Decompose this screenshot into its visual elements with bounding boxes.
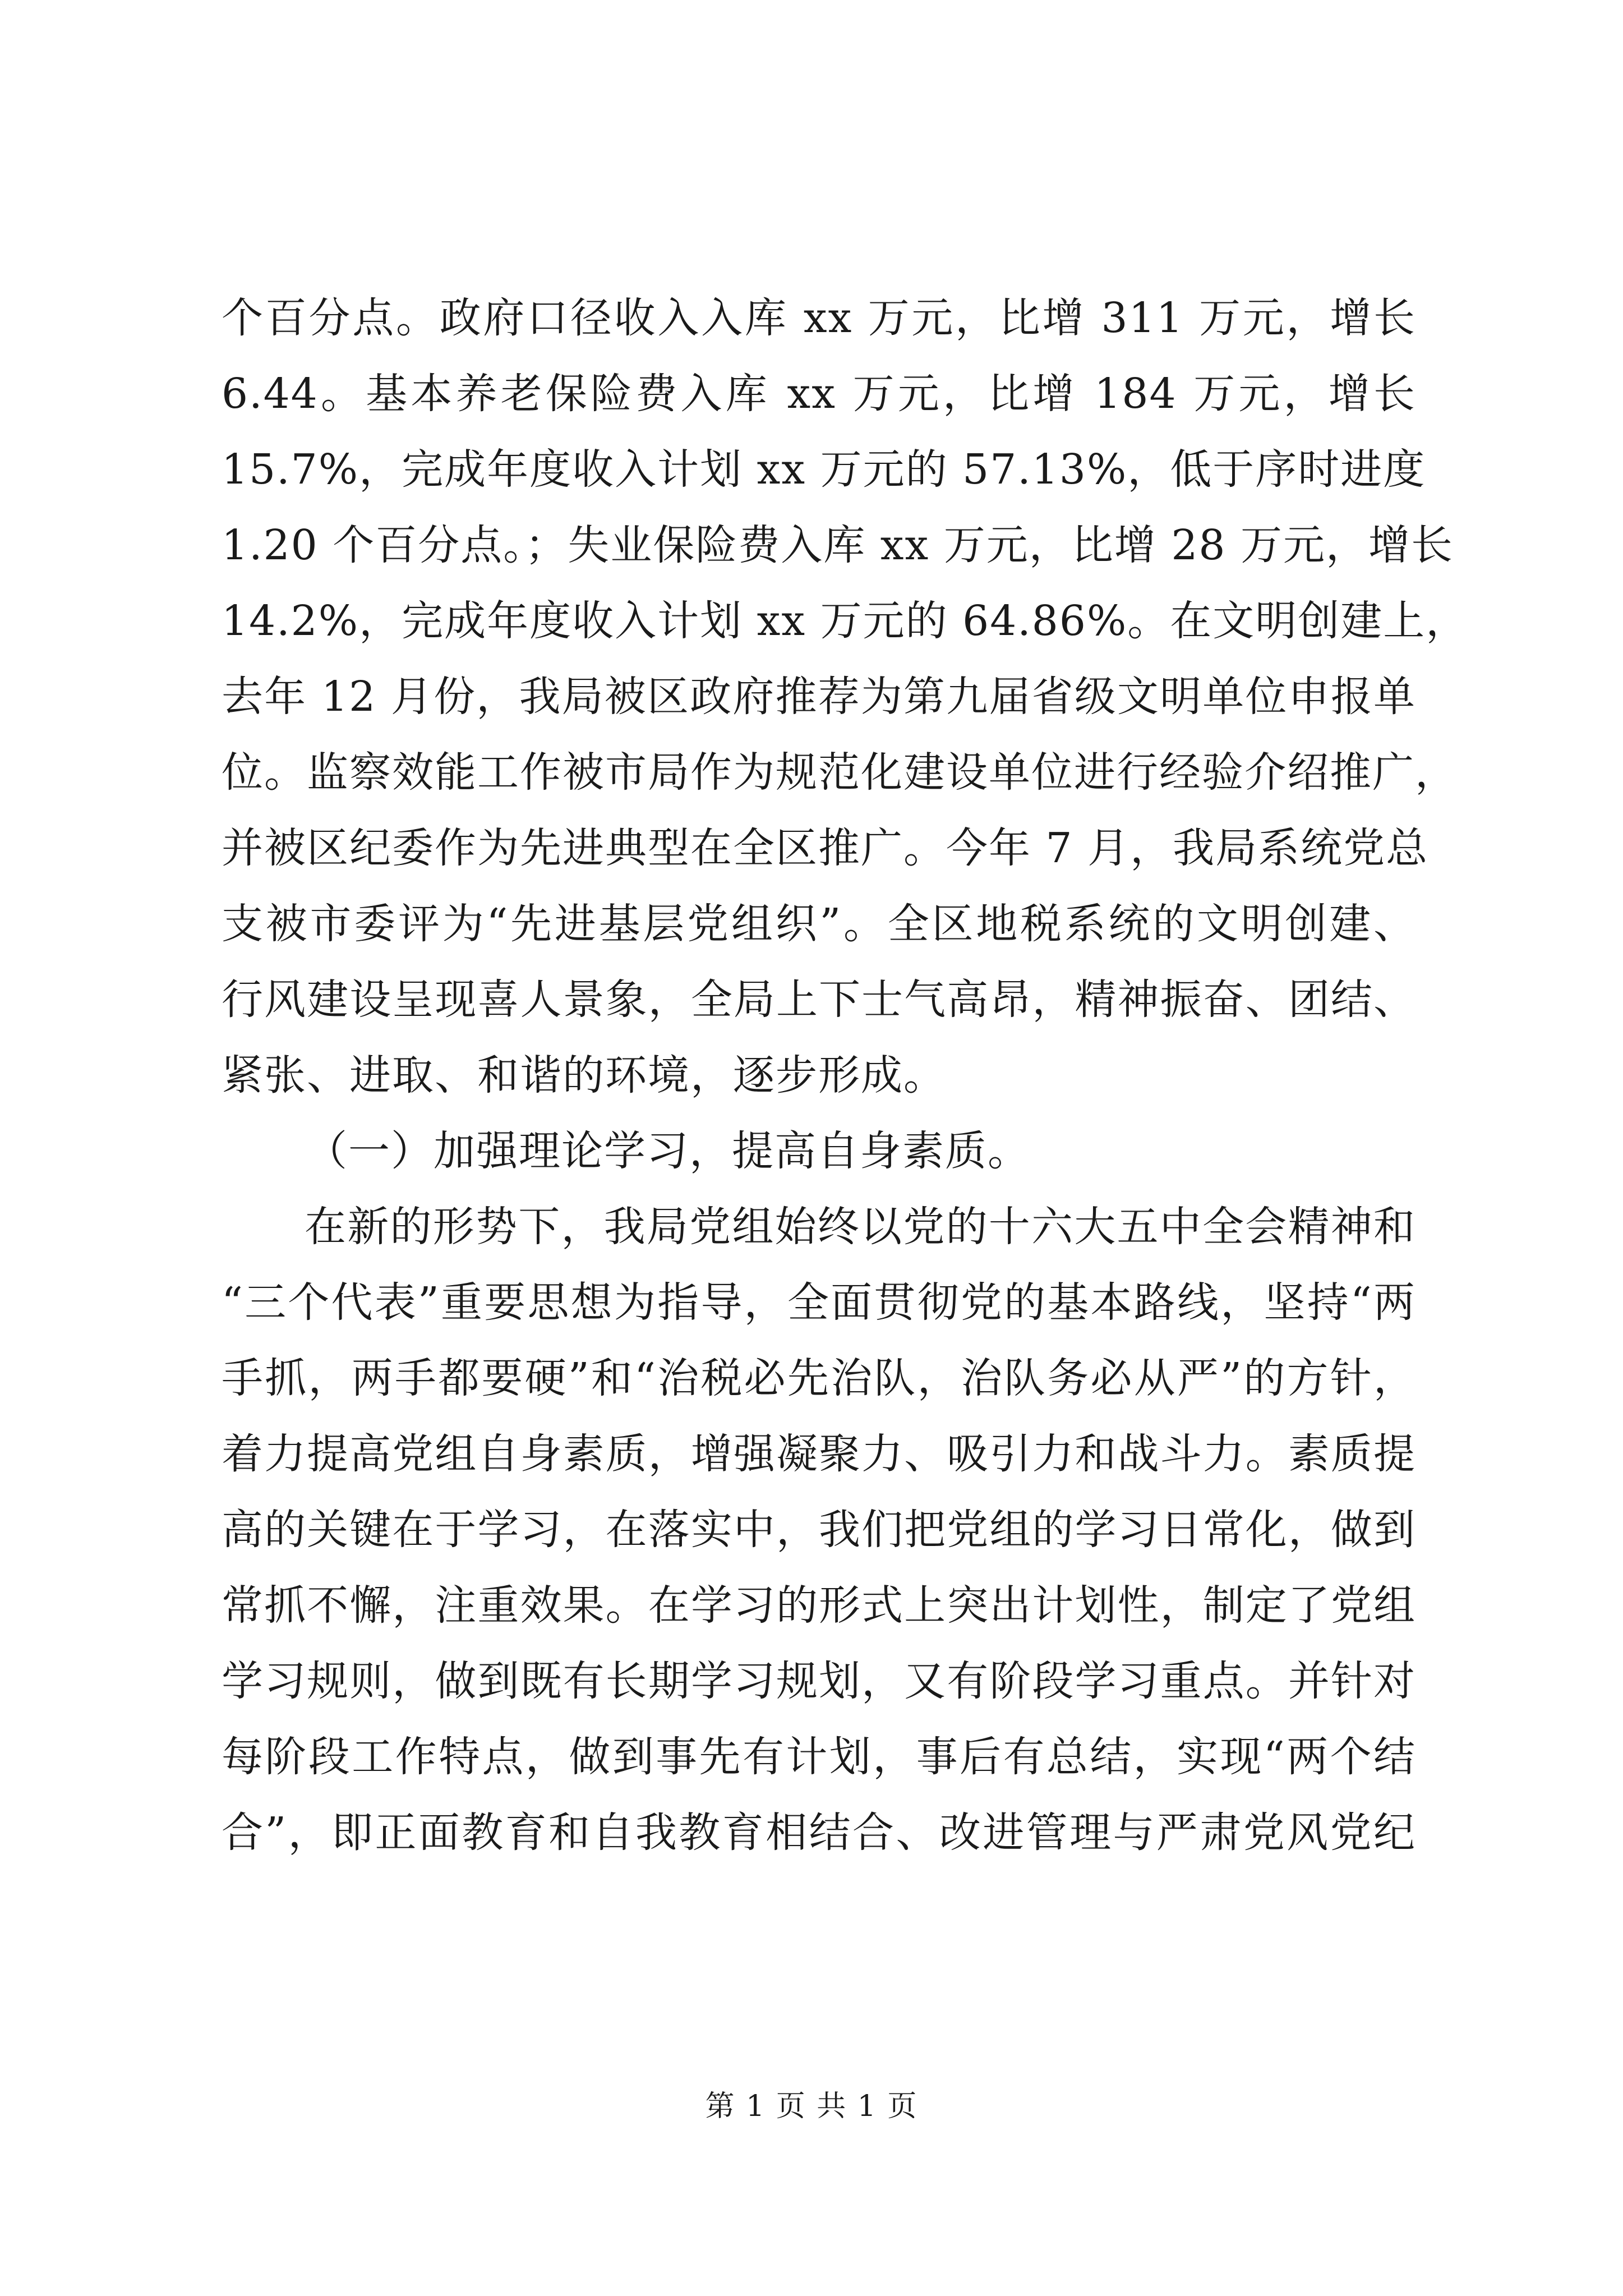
section-heading: （一）加强理论学习，提高自身素质。 [306, 1127, 1030, 1175]
text-line: 支被市委评为“先进基层党组织”。全区地税系统的文明创建、 [222, 900, 1416, 948]
text-line: 并被区纪委作为先进典型在全区推广。今年 7 月，我局系统党总 [222, 824, 1429, 872]
text-line: 15.7%，完成年度收入计划 xx 万元的 57.13%，低于序时进度 [222, 445, 1426, 494]
text-line: 学习规则，做到既有长期学习规划，又有阶段学习重点。并针对 [222, 1657, 1416, 1705]
text-line: 个百分点。政府口径收入入库 xx 万元，比增 311 万元，增长 [222, 294, 1416, 342]
text-line: “三个代表”重要思想为指导，全面贯彻党的基本路线，坚持“两 [222, 1278, 1416, 1327]
text-line: 行风建设呈现喜人景象，全局上下士气高昂，精神振奋、团结、 [222, 976, 1416, 1024]
page-footer: 第 1 页 共 1 页 [705, 2090, 918, 2123]
text-line: 手抓，两手都要硬”和“治税必先治队，治队务必从严”的方针， [222, 1354, 1416, 1402]
body-text [222, 280, 1469, 1871]
text-line: 14.2%，完成年度收入计划 xx 万元的 64.86%。在文明创建上， [222, 597, 1469, 645]
text-line: 常抓不懈，注重效果。在学习的形式上突出计划性，制定了党组 [222, 1581, 1416, 1630]
text-line: 6.44。基本养老保险费入库 xx 万元，比增 184 万元，增长 [222, 370, 1416, 418]
text-line: 位。监察效能工作被市局作为规范化建设单位进行经验介绍推广， [222, 748, 1458, 797]
text-line: 在新的形势下，我局党组始终以党的十六大五中全会精神和 [305, 1203, 1416, 1251]
text-line: 去年 12 月份，我局被区政府推荐为第九届省级文明单位申报单 [222, 673, 1416, 721]
text-line: 高的关键在于学习，在落实中，我们把党组的学习日常化，做到 [222, 1506, 1416, 1554]
text-line: 紧张、进取、和谐的环境，逐步形成。 [222, 1051, 946, 1099]
text-line: 合”，即正面教育和自我教育相结合、改进管理与严肃党风党纪 [222, 1809, 1416, 1857]
text-line: 着力提高党组自身素质，增强凝聚力、吸引力和战斗力。素质提 [222, 1430, 1416, 1478]
text-line: 每阶段工作特点，做到事先有计划，事后有总结，实现“两个结 [222, 1733, 1416, 1781]
text-line: 1.20 个百分点。；失业保险费入库 xx 万元，比增 28 万元，增长 [222, 521, 1454, 569]
